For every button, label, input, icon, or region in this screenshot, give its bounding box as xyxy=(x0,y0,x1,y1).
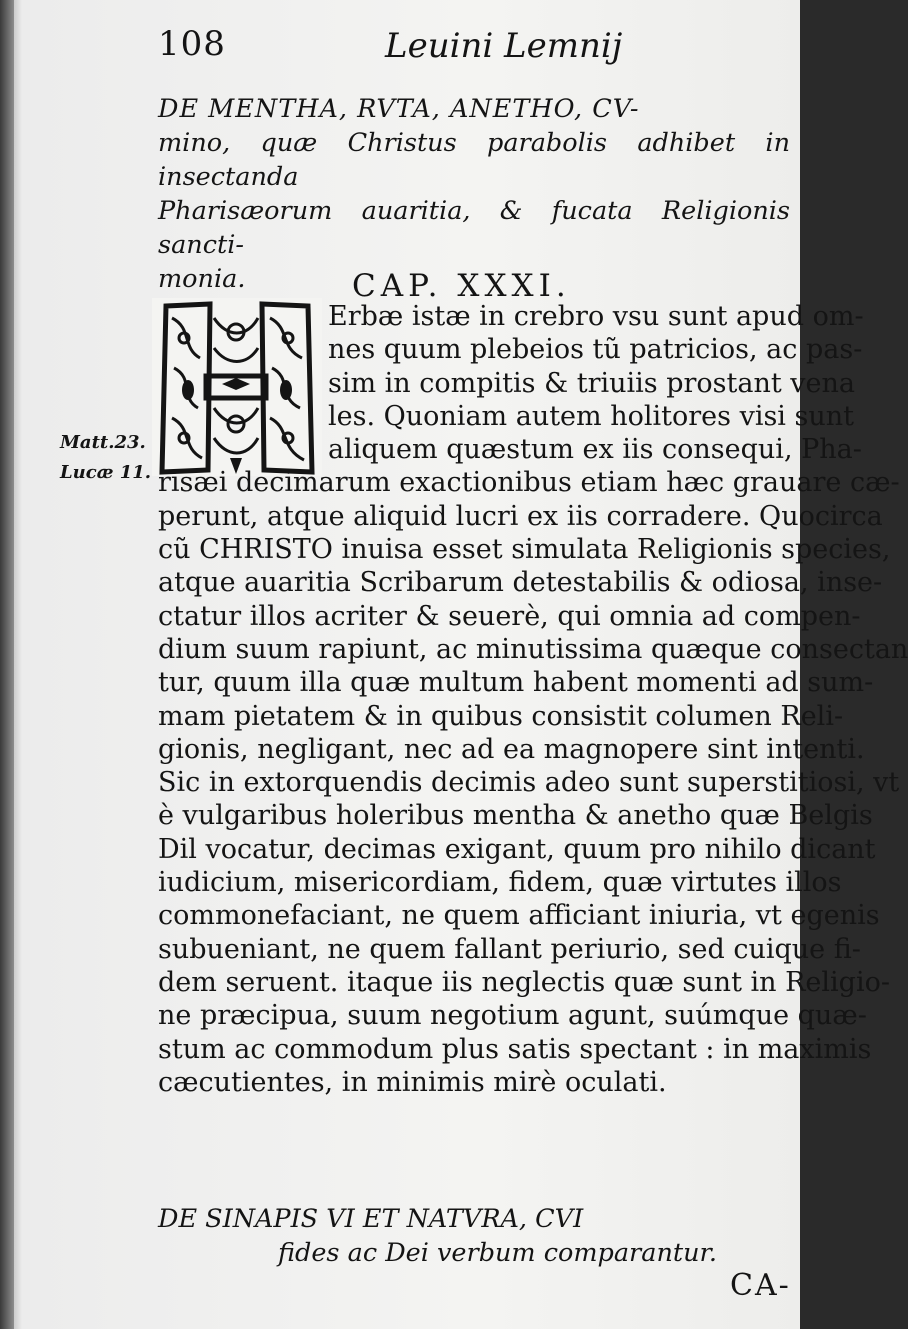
chapter-heading xyxy=(158,92,790,296)
body-line: nes quum plebeios tũ patricios, ac pas- xyxy=(328,334,863,366)
body-line: ne præcipua, suum negotium agunt, suúmque quæ- xyxy=(158,1000,867,1032)
body-line: stum ac commodum plus satis spectant : in maximis xyxy=(158,1033,872,1065)
running-head: Leuini Lemnij xyxy=(385,26,623,66)
body-line: iudicium, misericordiam, fidem, quæ virtutes illos xyxy=(158,867,842,899)
body-line: commonefaciant, ne quem afficiant iniuria, vt egenis xyxy=(158,900,880,932)
margin-note-matthew: Matt.23. xyxy=(60,432,146,453)
body-line: mam pietatem & in quibus consistit columen Reli- xyxy=(158,700,844,732)
body-line: gionis, negligant, nec ad ea magnopere sint intenti. xyxy=(158,733,865,765)
heading-line-3: Pharisæorum auaritia, & fucata Religionis sancti- xyxy=(158,196,790,260)
body-line: perunt, atque aliquid lucri ex iis corradere. Quocirca xyxy=(158,500,883,532)
page-number: 108 xyxy=(158,24,226,64)
catchword: CA- xyxy=(730,1268,791,1303)
body-line: Dil vocatur, decimas exigant, quum pro nihilo dicant xyxy=(158,833,876,865)
body-line: sim in compitis & triuiis prostant vena xyxy=(328,367,856,399)
body-line: ctatur illos acriter & seuerè, qui omnia ad compen- xyxy=(158,600,861,632)
next-heading-line-1: DE SINAPIS VI ET NATVRA, CVI xyxy=(158,1204,584,1234)
binding-gutter xyxy=(0,0,14,1329)
chapter-number: CAP. XXXI. xyxy=(352,268,571,304)
heading-line-4: monia. xyxy=(158,264,246,294)
margin-note-luke: Lucæ 11. xyxy=(60,462,152,483)
body-line: dium suum rapiunt, ac minutissima quæque consectan xyxy=(158,633,908,665)
body-line: aliquem quæstum ex iis consequi, Pha- xyxy=(328,434,862,466)
body-line: atque auaritia Scribarum detestabilis & odiosa, inse- xyxy=(158,567,883,599)
body-line: risæi decimarum exactionibus etiam hæc grauare cæ- xyxy=(158,467,900,499)
body-line: les. Quoniam autem holitores visi sunt xyxy=(328,400,855,432)
heading-line-1: DE MENTHA, RVTA, ANETHO, CV- xyxy=(158,94,640,124)
body-line: subueniant, ne quem fallant periurio, sed cuique fi- xyxy=(158,933,861,965)
body-line: è vulgaribus holeribus mentha & anetho quæ Belgis xyxy=(158,800,873,832)
heading-line-2: mino, quæ Christus parabolis adhibet in insectanda xyxy=(158,128,790,192)
body-line: tur, quum illa quæ multum habent momenti ad sum- xyxy=(158,667,874,699)
next-section-heading xyxy=(158,1202,790,1270)
body-text xyxy=(158,300,908,1099)
body-line: Erbæ istæ in crebro vsu sunt apud om- xyxy=(328,301,864,332)
body-line: dem seruent. itaque iis neglectis quæ sunt in Religio- xyxy=(158,966,890,998)
next-heading-line-2: fides ac Dei verbum comparantur. xyxy=(278,1238,718,1268)
body-line: cũ CHRISTO inuisa esset simulata Religionis species, xyxy=(158,534,891,566)
body-line: Sic in extorquendis decimis adeo sunt superstitiosi, vt xyxy=(158,767,900,799)
body-line: cæcutientes, in minimis mirè oculati. xyxy=(158,1066,667,1098)
